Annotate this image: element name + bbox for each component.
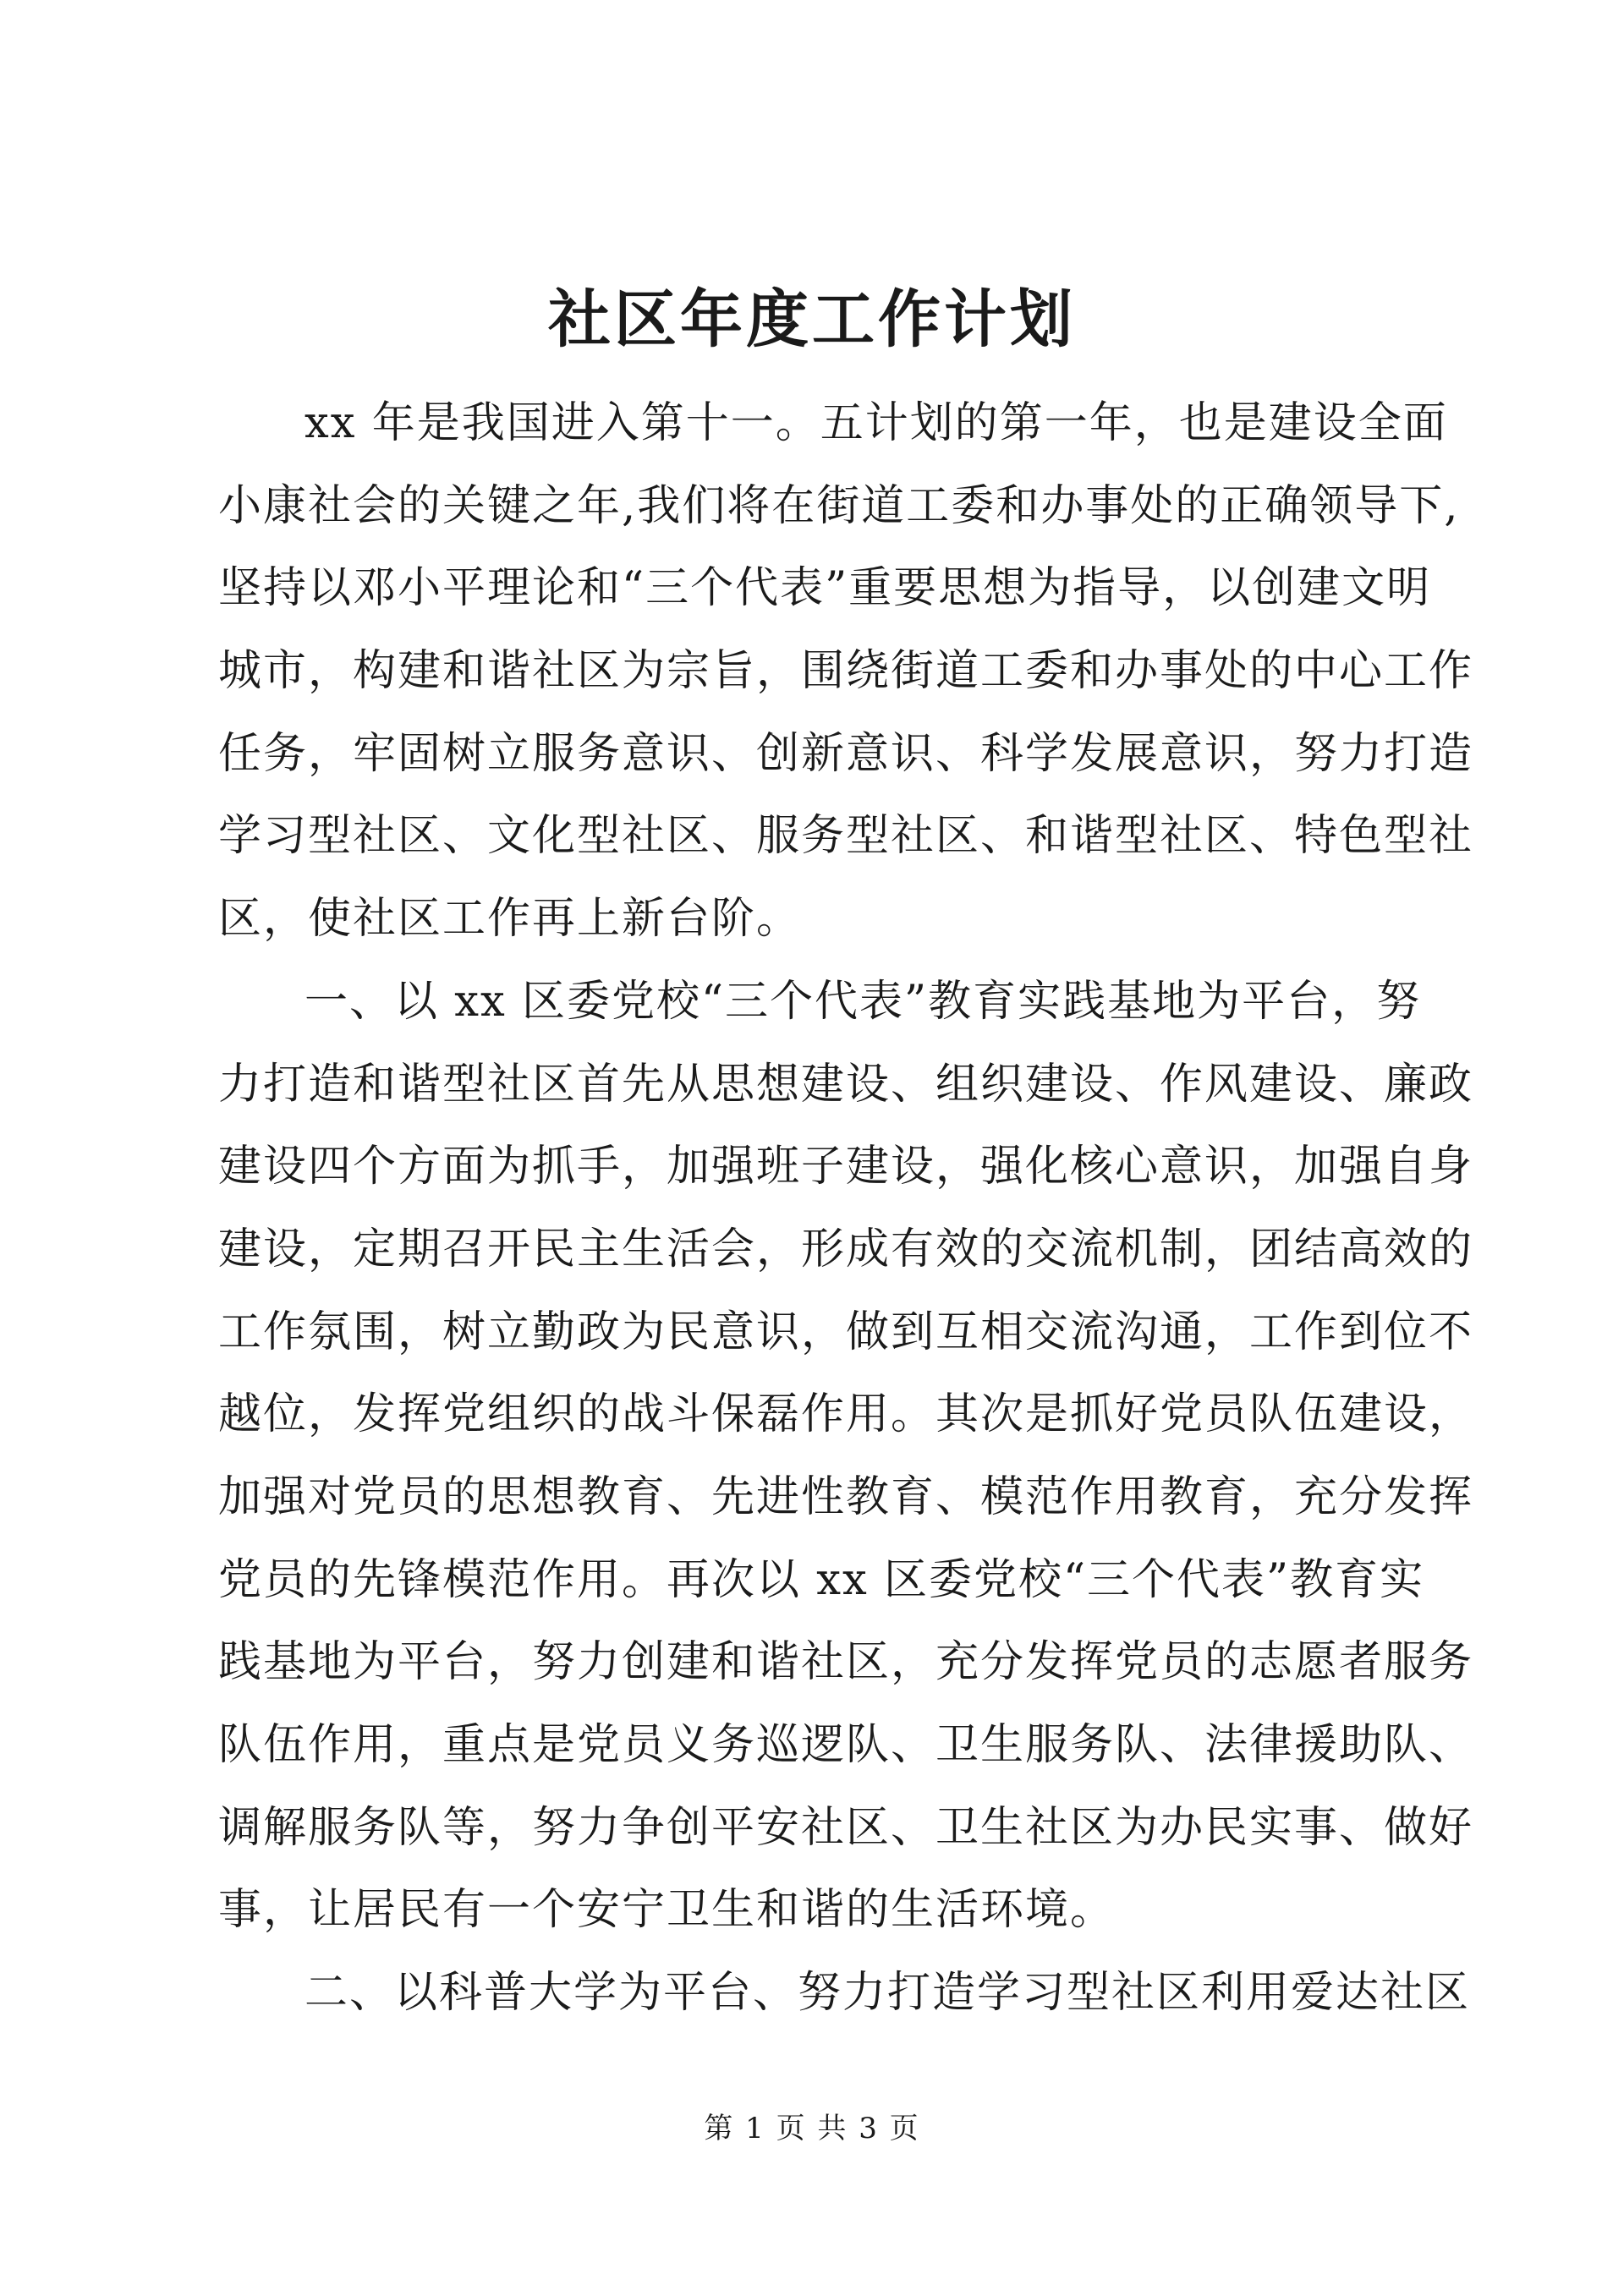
text-line: 工作氛围，树立勤政为民意识，做到互相交流沟通，工作到位不 [218, 1307, 1474, 1357]
text-line: 建设四个方面为抓手，加强班子建设，强化核心意识，加强自身 [218, 1142, 1474, 1192]
text-line: 区，使社区工作再上新台阶。 [218, 894, 802, 945]
text-line: 建设，定期召开民主生活会，形成有效的交流机制，团结高效的 [218, 1224, 1474, 1274]
document-body [218, 382, 1474, 2035]
text-line: 城市，构建和谐社区为宗旨，围绕街道工委和办事处的中心工作 [218, 646, 1474, 697]
page-title: 社区年度工作计划 [548, 283, 1076, 356]
text-line: 调解服务队等，努力争创平安社区、卫生社区为办民实事、做好 [218, 1802, 1474, 1853]
text-line: xx 年是我国进入第十一。五计划的第一年，也是建设全面 [304, 398, 1448, 448]
text-line: 二、以科普大学为平台、努力打造学习型社区利用爱达社区 [304, 1968, 1471, 2019]
text-line: 任务，牢固树立服务意识、创新意识、科学发展意识，努力打造 [218, 728, 1474, 779]
text-line: 践基地为平台，努力创建和谐社区，充分发挥党员的志愿者服务 [218, 1637, 1474, 1688]
text-line: 党员的先锋模范作用。再次以 xx 区委党校“三个代表”教育实 [218, 1554, 1425, 1605]
text-line: 越位，发挥党组织的战斗保磊作用。其次是抓好党员队伍建设， [218, 1389, 1474, 1440]
text-line: 加强对党员的思想教育、先进性教育、模范作用教育，充分发挥 [218, 1471, 1474, 1522]
text-line: 坚持以邓小平理论和“三个代表”重要思想为指导，以创建文明 [218, 563, 1432, 614]
text-line: 力打造和谐型社区首先从思想建设、组织建设、作风建设、廉政 [218, 1059, 1474, 1110]
text-line: 学习型社区、文化型社区、服务型社区、和谐型社区、特色型社 [218, 811, 1474, 862]
page-number-footer: 第 1 页 共 3 页 [704, 2112, 920, 2145]
text-line: 队伍作用，重点是党员义务巡逻队、卫生服务队、法律援助队、 [218, 1720, 1474, 1770]
text-line: 一、以 xx 区委党校“三个代表”教育实践基地为平台，努 [304, 976, 1422, 1027]
text-line: 事，让居民有一个安宁卫生和谐的生活环境。 [218, 1885, 1116, 1936]
text-line: 小康社会的关键之年,我们将在街道工委和办事处的正确领导下, [218, 480, 1460, 531]
